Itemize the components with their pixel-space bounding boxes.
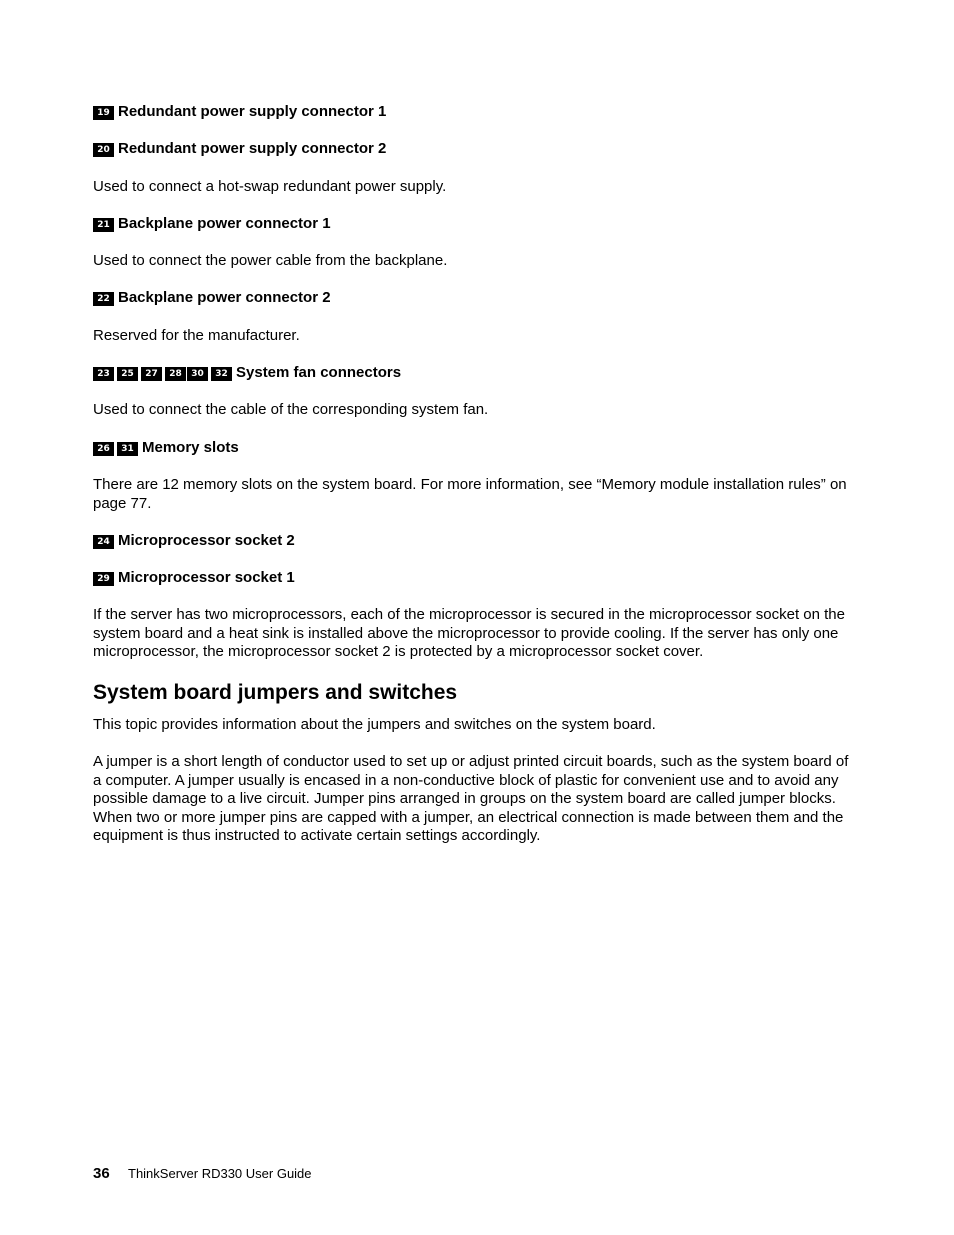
callout-badge: 26 [93,442,114,456]
heading-memory-slots [93,439,853,457]
callout-badge: 25 [117,367,138,381]
callout-badges [93,439,138,457]
paragraph-redundant-psu: Used to connect a hot-swap redundant power supply. [93,178,447,195]
heading-label: Microprocessor socket 1 [118,569,295,586]
callout-badges [93,289,114,307]
heading-redundant-psu-1 [93,103,853,121]
callout-badges [93,532,114,550]
paragraph-system-fan: Used to connect the cable of the corresponding system fan. [93,401,489,418]
heading-system-fan-connectors [93,364,853,382]
callout-badge: 21 [93,218,114,232]
callout-badge: 31 [117,442,138,456]
paragraph-reserved: Reserved for the manufacturer. [93,327,300,344]
callout-badge: 28 [165,367,186,381]
guide-title: ThinkServer RD330 User Guide [128,1166,312,1181]
callout-badges [93,569,114,587]
callout-badge: 30 [187,367,208,381]
callout-badge: 23 [93,367,114,381]
heading-label: Backplane power connector 2 [118,289,331,306]
callout-badges [93,215,114,233]
callout-badge: 19 [93,106,114,120]
heading-label: Memory slots [142,439,239,456]
heading-label: Redundant power supply connector 2 [118,140,387,157]
heading-microprocessor-socket-1 [93,569,853,587]
heading-label: System fan connectors [236,364,402,381]
callout-badges [93,103,114,121]
callout-badges [93,140,114,158]
heading-label: Redundant power supply connector 1 [118,103,387,120]
heading-backplane-power-1 [93,215,853,233]
section-body: A jumper is a short length of conductor used to set up or adjust printed circuit boards, such as the system board of a computer. A jumper usually is encased in a non-conductive block of plastic for convenient use and to avoid any possible damage to a live circuit. Jumper pins arranged in groups on the system board are called jumper blocks. When two or more jumper pins are capped with a jumper, an electrical connection is made between them and the equipment is thus instructed to activate certain settings accordingly. [93,753,849,844]
callout-badge: 24 [93,535,114,549]
heading-label: Microprocessor socket 2 [118,532,295,549]
paragraph-backplane-power: Used to connect the power cable from the backplane. [93,252,448,269]
callout-badge: 22 [93,292,114,306]
heading-microprocessor-socket-2 [93,532,853,550]
callout-badges [93,364,232,382]
page-number: 36 [93,1165,110,1182]
callout-badge: 29 [93,572,114,586]
callout-badge: 32 [211,367,232,381]
heading-redundant-psu-2 [93,140,853,158]
section-intro: This topic provides information about the jumpers and switches on the system board. [93,716,656,733]
heading-label: Backplane power connector 1 [118,215,331,232]
callout-badge: 20 [93,143,114,157]
paragraph-microprocessor: If the server has two microprocessors, each of the microprocessor is secured in the microprocessor socket on the system board and a heat sink is installed above the microprocessor to provide cooling. If the server has only one microprocessor, the microprocessor socket 2 is protected by a microprocessor socket cover. [93,606,845,660]
section-title: System board jumpers and switches [93,681,458,704]
callout-badge: 27 [141,367,162,381]
page-footer [93,1165,312,1183]
heading-backplane-power-2 [93,289,853,307]
paragraph-memory-slots: There are 12 memory slots on the system board. For more information, see “Memory module installation rules” on page 77. [93,476,847,512]
